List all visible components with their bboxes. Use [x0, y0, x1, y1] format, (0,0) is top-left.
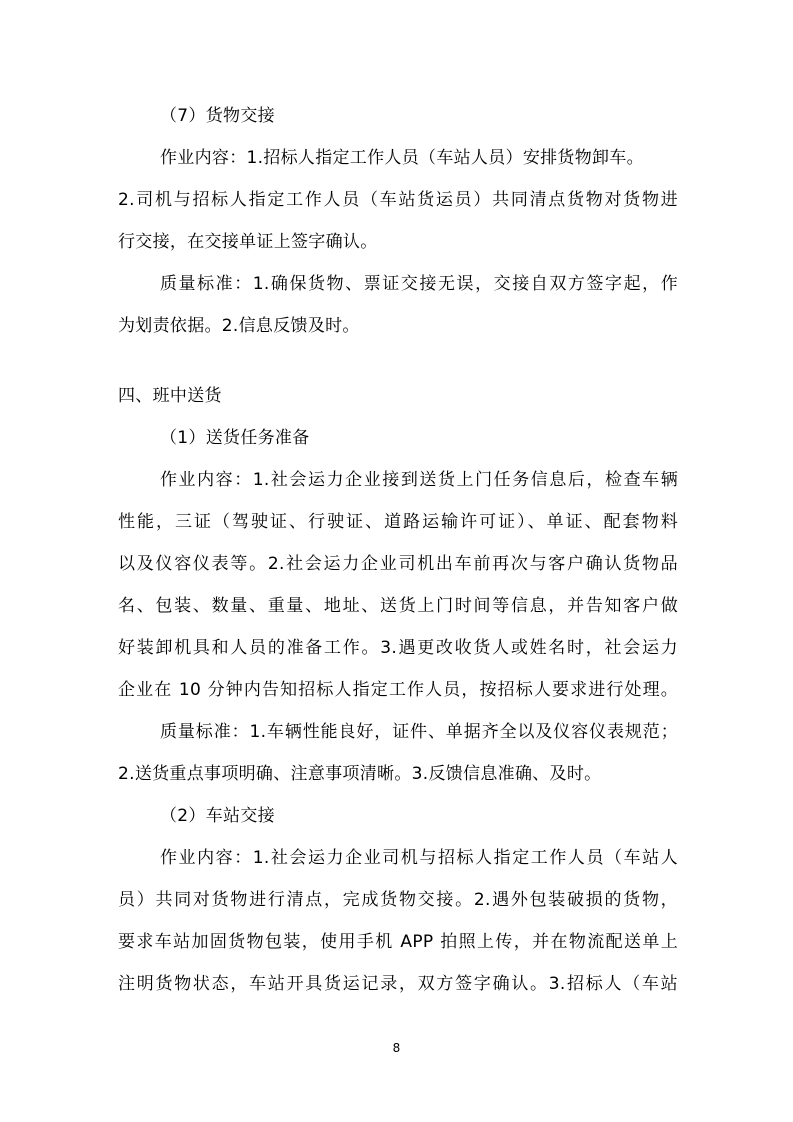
paragraph-line: 作业内容：1.社会运力企业接到送货上门任务信息后，检查车辆	[160, 470, 678, 490]
subsection-heading-delivery-preparation: （1）送货任务准备	[160, 428, 310, 448]
paragraph-line: 作业内容：1.招标人指定工作人员（车站人员）安排货物卸车。	[160, 148, 644, 168]
paragraph-line: 要求车站加固货物包装，使用手机 APP 拍照上传，并在物流配送单上	[118, 932, 678, 952]
paragraph-line: 质量标准：1.确保货物、票证交接无误，交接自双方签字起，作	[160, 274, 678, 294]
paragraph-line: 企业在 10 分钟内告知招标人指定工作人员，按招标人要求进行处理。	[118, 680, 678, 700]
paragraph-line: 好装卸机具和人员的准备工作。3.遇更改收货人或姓名时，社会运力	[118, 638, 678, 658]
paragraph-line: 性能，三证（驾驶证、行驶证、道路运输许可证）、单证、配套物料	[118, 512, 678, 532]
paragraph-line: 名、包装、数量、重量、地址、送货上门时间等信息，并告知客户做	[118, 596, 678, 616]
page-number: 8	[392, 1041, 401, 1055]
paragraph-line: 行交接，在交接单证上签字确认。	[118, 232, 378, 252]
paragraph-line: 注明货物状态，车站开具货运记录，双方签字确认。3.招标人（车站	[118, 974, 678, 994]
paragraph-line: 为划责依据。2.信息反馈及时。	[118, 316, 360, 336]
paragraph-line: 员）共同对货物进行清点，完成货物交接。2.遇外包装破损的货物，	[118, 890, 678, 910]
subsection-heading-goods-handover: （7）货物交接	[160, 106, 275, 126]
paragraph-line: 质量标准：1.车辆性能良好，证件、单据齐全以及仪容仪表规范；	[160, 722, 678, 742]
section-heading-in-shift-delivery: 四、班中送货	[118, 386, 222, 406]
paragraph-line: 2.送货重点事项明确、注意事项清晰。3.反馈信息准确、及时。	[118, 764, 602, 784]
paragraph-line: 作业内容：1.社会运力企业司机与招标人指定工作人员（车站人	[160, 848, 678, 868]
subsection-heading-station-handover: （2）车站交接	[160, 806, 275, 826]
paragraph-line: 2.司机与招标人指定工作人员（车站货运员）共同清点货物对货物进	[118, 190, 678, 210]
paragraph-line: 以及仪容仪表等。2.社会运力企业司机出车前再次与客户确认货物品	[118, 554, 678, 574]
